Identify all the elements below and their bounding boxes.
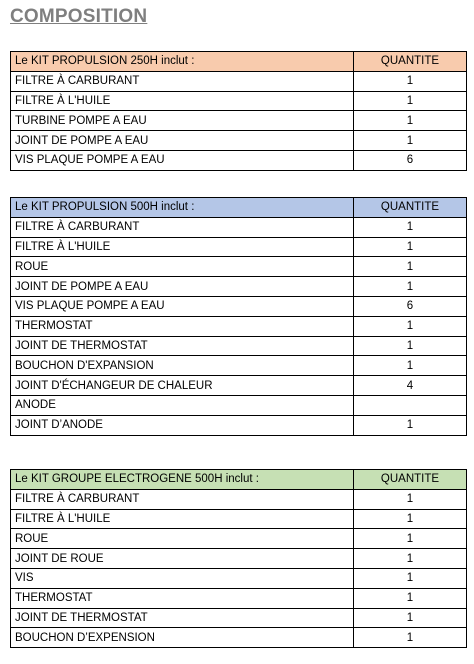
item-name: ANODE: [11, 395, 354, 415]
table-row: [11, 111, 467, 131]
table-row: [11, 356, 467, 376]
item-name: JOINT DE POMPE A EAU: [11, 277, 354, 297]
table-row: [11, 71, 467, 91]
item-quantity: 1: [354, 277, 467, 297]
table-row: [11, 568, 467, 588]
item-name: VIS PLAQUE POMPE A EAU: [11, 296, 354, 316]
table-row: [11, 336, 467, 356]
item-name: ROUE: [11, 529, 354, 549]
table-row: [11, 257, 467, 277]
item-name: JOINT DE THERMOSTAT: [11, 336, 354, 356]
kit-propulsion-250h-table: [10, 51, 467, 171]
item-name: FILTRE À CARBURANT: [11, 489, 354, 509]
quantity-header: QUANTITE: [354, 52, 467, 72]
item-quantity: 1: [354, 336, 467, 356]
kit-header: Le KIT PROPULSION 250H inclut :: [11, 52, 354, 72]
kit-propulsion-500h-table: [10, 197, 467, 436]
item-quantity: 1: [354, 549, 467, 569]
item-name: VIS: [11, 568, 354, 588]
item-quantity: 1: [354, 237, 467, 257]
item-name: FILTRE À L'HUILE: [11, 91, 354, 111]
item-quantity: 1: [354, 91, 467, 111]
table-row: [11, 529, 467, 549]
item-name: TURBINE POMPE A EAU: [11, 111, 354, 131]
item-name: JOINT D'ÉCHANGEUR DE CHALEUR: [11, 376, 354, 396]
item-quantity: 1: [354, 415, 467, 435]
item-name: THERMOSTAT: [11, 588, 354, 608]
item-name: FILTRE À L'HUILE: [11, 237, 354, 257]
table-row: [11, 237, 467, 257]
item-quantity: 1: [354, 608, 467, 628]
quantity-header: QUANTITE: [354, 470, 467, 490]
table-row: [11, 91, 467, 111]
item-name: JOINT DE POMPE A EAU: [11, 131, 354, 151]
item-quantity: 1: [354, 131, 467, 151]
item-quantity: 1: [354, 316, 467, 336]
item-quantity: 6: [354, 296, 467, 316]
kit-header: Le KIT PROPULSION 500H inclut :: [11, 198, 354, 218]
quantity-header: QUANTITE: [354, 198, 467, 218]
item-quantity: [354, 395, 467, 415]
table-row: [11, 316, 467, 336]
item-quantity: 6: [354, 150, 467, 170]
item-name: JOINT DE THERMOSTAT: [11, 608, 354, 628]
item-quantity: 1: [354, 628, 467, 648]
item-name: VIS PLAQUE POMPE A EAU: [11, 150, 354, 170]
item-name: FILTRE À L'HUILE: [11, 509, 354, 529]
kit-groupe-electrogene-500h-table: [10, 469, 467, 648]
item-quantity: 1: [354, 568, 467, 588]
item-name: ROUE: [11, 257, 354, 277]
item-quantity: 1: [354, 71, 467, 91]
table-row: [11, 489, 467, 509]
item-name: BOUCHON D'EXPANSION: [11, 356, 354, 376]
item-quantity: 1: [354, 111, 467, 131]
table-row: [11, 608, 467, 628]
table-row: [11, 509, 467, 529]
item-name: THERMOSTAT: [11, 316, 354, 336]
table-row: [11, 415, 467, 435]
item-name: FILTRE À CARBURANT: [11, 71, 354, 91]
item-name: BOUCHON D’EXPENSION: [11, 628, 354, 648]
kit-header: Le KIT GROUPE ELECTROGENE 500H inclut :: [11, 470, 354, 490]
item-quantity: 1: [354, 489, 467, 509]
item-name: JOINT DE ROUE: [11, 549, 354, 569]
table-row: [11, 549, 467, 569]
item-name: FILTRE À CARBURANT: [11, 217, 354, 237]
table-row: [11, 395, 467, 415]
table-row: [11, 217, 467, 237]
item-quantity: 1: [354, 529, 467, 549]
table-header-row: [11, 198, 467, 218]
table-row: [11, 588, 467, 608]
item-name: JOINT D’ANODE: [11, 415, 354, 435]
item-quantity: 1: [354, 257, 467, 277]
table-row: [11, 296, 467, 316]
item-quantity: 1: [354, 217, 467, 237]
item-quantity: 4: [354, 376, 467, 396]
page-title: COMPOSITION: [10, 6, 148, 27]
table-row: [11, 150, 467, 170]
table-header-row: [11, 470, 467, 490]
table-row: [11, 376, 467, 396]
item-quantity: 1: [354, 356, 467, 376]
item-quantity: 1: [354, 588, 467, 608]
item-quantity: 1: [354, 509, 467, 529]
table-row: [11, 628, 467, 648]
table-row: [11, 277, 467, 297]
table-row: [11, 131, 467, 151]
table-header-row: [11, 52, 467, 72]
